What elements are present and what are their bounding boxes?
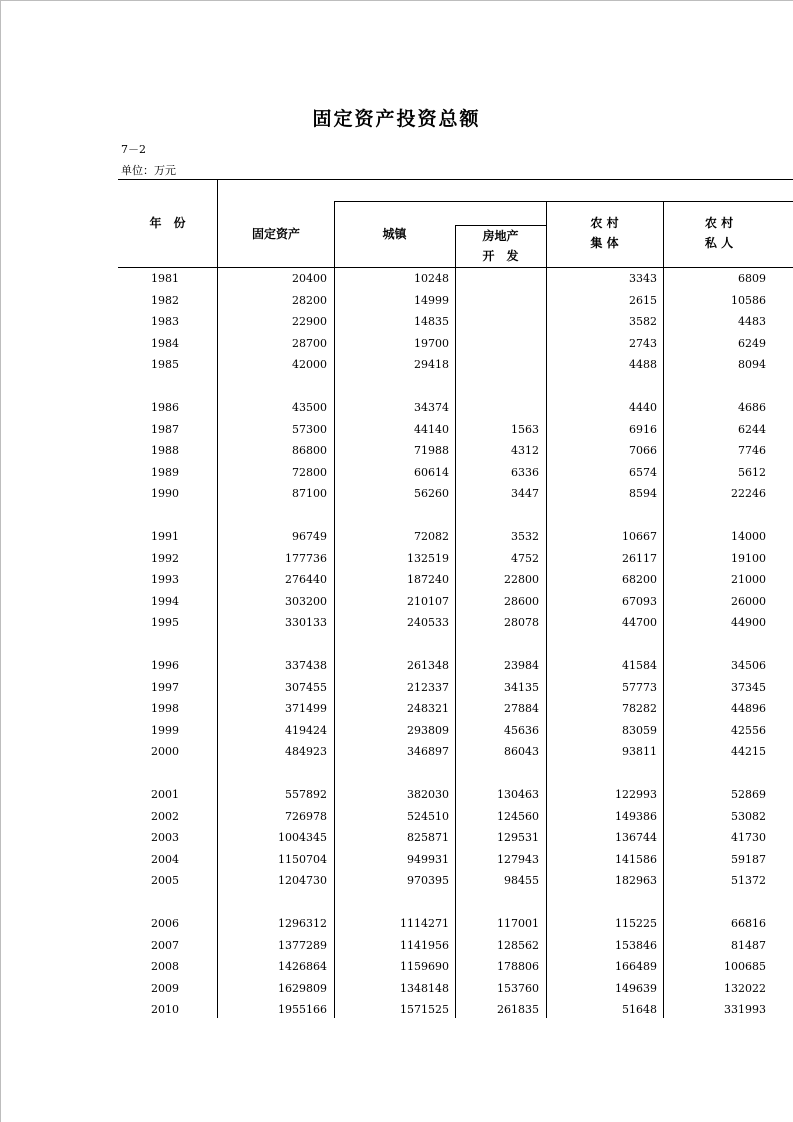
rural-collective-cell: 10667 [622, 530, 657, 543]
real-estate-cell: 3532 [511, 530, 539, 543]
rural-private-cell: 331993 [724, 1003, 766, 1016]
table-row [0, 548, 793, 569]
rural-collective-cell: 6574 [629, 465, 657, 479]
table-row [0, 483, 793, 504]
fixed-assets-cell: 43500 [292, 401, 327, 414]
urban-cell: 1114271 [400, 917, 449, 930]
urban-cell: 293809 [407, 723, 449, 737]
rural-collective-cell: 166489 [615, 960, 657, 973]
rural-collective-cell: 3582 [629, 315, 657, 328]
fixed-assets-cell: 87100 [292, 487, 327, 500]
fixed-assets-cell: 20400 [292, 272, 327, 285]
real-estate-cell: 3447 [511, 487, 539, 500]
rural-private-cell: 37345 [731, 680, 766, 694]
table-row [0, 784, 793, 805]
year-cell: 1996 [151, 659, 179, 672]
urban-cell: 71988 [414, 444, 449, 457]
fixed-assets-cell: 330133 [285, 616, 327, 629]
urban-cell: 825871 [407, 831, 449, 844]
rural-private-cell: 21000 [731, 573, 766, 586]
table-code: 7－2 [121, 143, 146, 156]
urban-cell: 56260 [414, 487, 449, 500]
rural-private-cell: 53082 [731, 809, 766, 823]
year-cell: 1991 [151, 530, 179, 543]
table-row [0, 612, 793, 633]
real-estate-cell: 34135 [504, 680, 539, 694]
rural-collective-cell: 78282 [622, 702, 657, 715]
fixed-assets-cell: 1150704 [278, 852, 327, 866]
year-cell: 2004 [151, 852, 179, 866]
header-year: 年 份 [149, 216, 186, 230]
table-row [0, 978, 793, 999]
rural-collective-cell: 4488 [629, 358, 657, 371]
urban-cell: 72082 [414, 530, 449, 543]
year-cell: 1987 [151, 422, 179, 436]
rural-private-cell: 132022 [724, 981, 766, 995]
year-cell: 2010 [151, 1003, 179, 1016]
table-row [0, 591, 793, 612]
fixed-assets-cell: 1004345 [278, 831, 327, 844]
fixed-assets-cell: 57300 [292, 422, 327, 436]
rural-private-cell: 10586 [731, 293, 766, 307]
rural-private-cell: 14000 [731, 530, 766, 543]
fixed-assets-cell: 1296312 [278, 917, 327, 930]
urban-cell: 60614 [414, 465, 449, 479]
fixed-assets-cell: 22900 [292, 315, 327, 328]
rural-private-cell: 51372 [731, 874, 766, 887]
fixed-assets-cell: 177736 [285, 551, 327, 565]
urban-cell: 970395 [407, 874, 449, 887]
fixed-assets-cell: 28700 [292, 336, 327, 350]
rural-collective-cell: 2615 [629, 293, 657, 307]
fixed-assets-cell: 1629809 [278, 981, 327, 995]
year-cell: 1989 [151, 465, 179, 479]
real-estate-cell: 4752 [511, 551, 539, 565]
year-cell: 2009 [151, 981, 179, 995]
year-cell: 1993 [151, 573, 179, 586]
rural-private-cell: 26000 [731, 594, 766, 608]
real-estate-cell: 124560 [497, 809, 539, 823]
rural-private-cell: 19100 [731, 551, 766, 565]
urban-cell: 29418 [414, 358, 449, 371]
table-row [0, 354, 793, 375]
year-cell: 1990 [151, 487, 179, 500]
table-row [0, 397, 793, 418]
rural-collective-cell: 26117 [622, 551, 657, 565]
year-cell: 1992 [151, 551, 179, 565]
rural-collective-cell: 136744 [615, 831, 657, 844]
fixed-assets-cell: 557892 [285, 788, 327, 801]
rural-private-cell: 7746 [738, 444, 766, 457]
rural-collective-cell: 182963 [615, 874, 657, 887]
year-cell: 1984 [151, 336, 179, 350]
rural-collective-cell: 44700 [622, 616, 657, 629]
fixed-assets-cell: 484923 [285, 745, 327, 758]
header-rural-collective-line2: 集 体 [590, 236, 619, 250]
fixed-assets-cell: 337438 [285, 659, 327, 672]
real-estate-cell: 153760 [497, 981, 539, 995]
fixed-assets-cell: 419424 [285, 723, 327, 737]
real-estate-cell: 23984 [504, 659, 539, 672]
year-cell: 1982 [151, 293, 179, 307]
table-row [0, 419, 793, 440]
table-row [0, 849, 793, 870]
rural-collective-cell: 6916 [629, 422, 657, 436]
real-estate-cell: 98455 [504, 874, 539, 887]
urban-cell: 14999 [414, 293, 449, 307]
rural-collective-cell: 122993 [615, 788, 657, 801]
rural-private-cell: 44215 [731, 745, 766, 758]
real-estate-cell: 178806 [497, 960, 539, 973]
real-estate-cell: 128562 [497, 938, 539, 952]
table-row [0, 999, 793, 1020]
fixed-assets-cell: 726978 [285, 809, 327, 823]
rural-collective-cell: 3343 [629, 272, 657, 285]
fixed-assets-cell: 72800 [292, 465, 327, 479]
rural-private-cell: 34506 [731, 659, 766, 672]
real-estate-cell: 130463 [497, 788, 539, 801]
year-cell: 2002 [151, 809, 179, 823]
table-row [0, 333, 793, 354]
urban-cell: 1141956 [400, 938, 449, 952]
rural-collective-cell: 67093 [622, 594, 657, 608]
urban-cell: 19700 [414, 336, 449, 350]
rural-private-cell: 6244 [738, 422, 766, 436]
table-row [0, 569, 793, 590]
table-row [0, 698, 793, 719]
urban-cell: 1571525 [400, 1003, 449, 1016]
table-row [0, 827, 793, 848]
rural-collective-cell: 8594 [629, 487, 657, 500]
real-estate-cell: 261835 [497, 1003, 539, 1016]
rural-collective-cell: 57773 [622, 680, 657, 694]
urban-cell: 382030 [407, 788, 449, 801]
rural-collective-cell: 149639 [615, 981, 657, 995]
urban-cell: 1348148 [400, 981, 449, 995]
urban-cell: 187240 [407, 573, 449, 586]
table-row [0, 311, 793, 332]
table-row [0, 806, 793, 827]
rural-private-cell: 6809 [738, 272, 766, 285]
real-estate-cell: 127943 [497, 852, 539, 866]
real-estate-cell: 28600 [504, 594, 539, 608]
fixed-assets-cell: 307455 [285, 680, 327, 694]
urban-cell: 240533 [407, 616, 449, 629]
urban-cell: 10248 [414, 272, 449, 285]
year-cell: 2008 [151, 960, 179, 973]
real-estate-cell: 4312 [511, 444, 539, 457]
rural-private-cell: 44896 [731, 702, 766, 715]
rural-private-cell: 81487 [731, 938, 766, 952]
table-row [0, 655, 793, 676]
fixed-assets-cell: 1377289 [278, 938, 327, 952]
rural-private-cell: 6249 [738, 336, 766, 350]
header-real-estate-line2: 开 发 [482, 249, 519, 263]
real-estate-cell: 45636 [504, 723, 539, 737]
table-row [0, 720, 793, 741]
table-row [0, 290, 793, 311]
urban-cell: 949931 [407, 852, 449, 866]
header-rural-private-line1: 农 村 [704, 216, 734, 230]
fixed-assets-cell: 371499 [285, 702, 327, 715]
year-cell: 1995 [151, 616, 179, 629]
table-row [0, 440, 793, 461]
year-cell: 2007 [151, 938, 179, 952]
fixed-assets-cell: 1426864 [278, 960, 327, 973]
fixed-assets-cell: 303200 [285, 594, 327, 608]
rural-private-cell: 44900 [731, 616, 766, 629]
table-row [0, 741, 793, 762]
year-cell: 1998 [151, 702, 179, 715]
table-row [0, 870, 793, 891]
rural-collective-cell: 7066 [629, 444, 657, 457]
table-row [0, 526, 793, 547]
urban-cell: 14835 [414, 315, 449, 328]
header-real-estate-line1: 房地产 [482, 229, 519, 243]
real-estate-cell: 1563 [511, 422, 539, 436]
year-cell: 1994 [151, 594, 179, 608]
rural-private-cell: 100685 [724, 960, 766, 973]
fixed-assets-cell: 86800 [292, 444, 327, 457]
year-cell: 2000 [151, 745, 179, 758]
rural-collective-cell: 93811 [622, 745, 657, 758]
table-row [0, 677, 793, 698]
fixed-assets-cell: 96749 [292, 530, 327, 543]
rural-private-cell: 22246 [731, 487, 766, 500]
rural-collective-cell: 115225 [615, 917, 657, 930]
real-estate-cell: 129531 [497, 831, 539, 844]
real-estate-cell: 86043 [504, 745, 539, 758]
table-row [0, 462, 793, 483]
real-estate-cell: 28078 [504, 616, 539, 629]
rural-collective-cell: 83059 [622, 723, 657, 737]
real-estate-cell: 6336 [511, 465, 539, 479]
year-cell: 2003 [151, 831, 179, 844]
rural-collective-cell: 141586 [615, 852, 657, 866]
rural-collective-cell: 68200 [622, 573, 657, 586]
unit-label: 单位：万元 [121, 164, 176, 177]
urban-cell: 132519 [407, 551, 449, 565]
year-cell: 1999 [151, 723, 179, 737]
urban-cell: 34374 [414, 401, 449, 414]
rural-private-cell: 4483 [738, 315, 766, 328]
urban-cell: 261348 [407, 659, 449, 672]
rural-private-cell: 42556 [731, 723, 766, 737]
rural-private-cell: 41730 [731, 831, 766, 844]
rural-collective-cell: 41584 [622, 659, 657, 672]
urban-cell: 212337 [407, 680, 449, 694]
year-cell: 2001 [151, 788, 179, 801]
urban-cell: 524510 [407, 809, 449, 823]
year-cell: 2005 [151, 874, 179, 887]
table-row [0, 935, 793, 956]
header-rural-collective-line1: 农 村 [590, 216, 619, 230]
rural-private-cell: 5612 [738, 465, 766, 479]
year-cell: 1983 [151, 315, 179, 328]
real-estate-cell: 117001 [497, 917, 539, 930]
header-fixed-assets: 固定资产 [251, 227, 300, 241]
rural-collective-cell: 149386 [615, 809, 657, 823]
rural-collective-cell: 4440 [629, 401, 657, 414]
urban-cell: 346897 [407, 745, 449, 758]
fixed-assets-cell: 28200 [292, 293, 327, 307]
rural-collective-cell: 51648 [622, 1003, 657, 1016]
rural-private-cell: 66816 [731, 917, 766, 930]
fixed-assets-cell: 42000 [292, 358, 327, 371]
rural-private-cell: 52869 [731, 788, 766, 801]
year-cell: 2006 [151, 917, 179, 930]
rural-collective-cell: 153846 [615, 938, 657, 952]
fixed-assets-cell: 1955166 [278, 1003, 327, 1016]
page-title: 固定资产投资总额 [312, 108, 481, 130]
table-row [0, 956, 793, 977]
fixed-assets-cell: 276440 [285, 573, 327, 586]
fixed-assets-cell: 1204730 [278, 874, 327, 887]
year-cell: 1986 [151, 401, 179, 414]
year-cell: 1981 [151, 272, 179, 285]
year-cell: 1988 [151, 444, 179, 457]
real-estate-cell: 27884 [504, 702, 539, 715]
rural-private-cell: 8094 [738, 358, 766, 371]
rural-private-cell: 59187 [731, 852, 766, 866]
header-rural-private-line2: 私 人 [704, 236, 734, 250]
rural-private-cell: 4686 [738, 401, 766, 414]
urban-cell: 44140 [414, 422, 449, 436]
table-row [0, 913, 793, 934]
table-row [0, 268, 793, 289]
year-cell: 1997 [151, 680, 179, 694]
header-urban: 城镇 [382, 227, 407, 241]
rural-collective-cell: 2743 [629, 336, 657, 350]
real-estate-cell: 22800 [504, 573, 539, 586]
urban-cell: 210107 [407, 594, 449, 608]
year-cell: 1985 [151, 358, 179, 371]
urban-cell: 248321 [407, 702, 449, 715]
urban-cell: 1159690 [400, 960, 449, 973]
